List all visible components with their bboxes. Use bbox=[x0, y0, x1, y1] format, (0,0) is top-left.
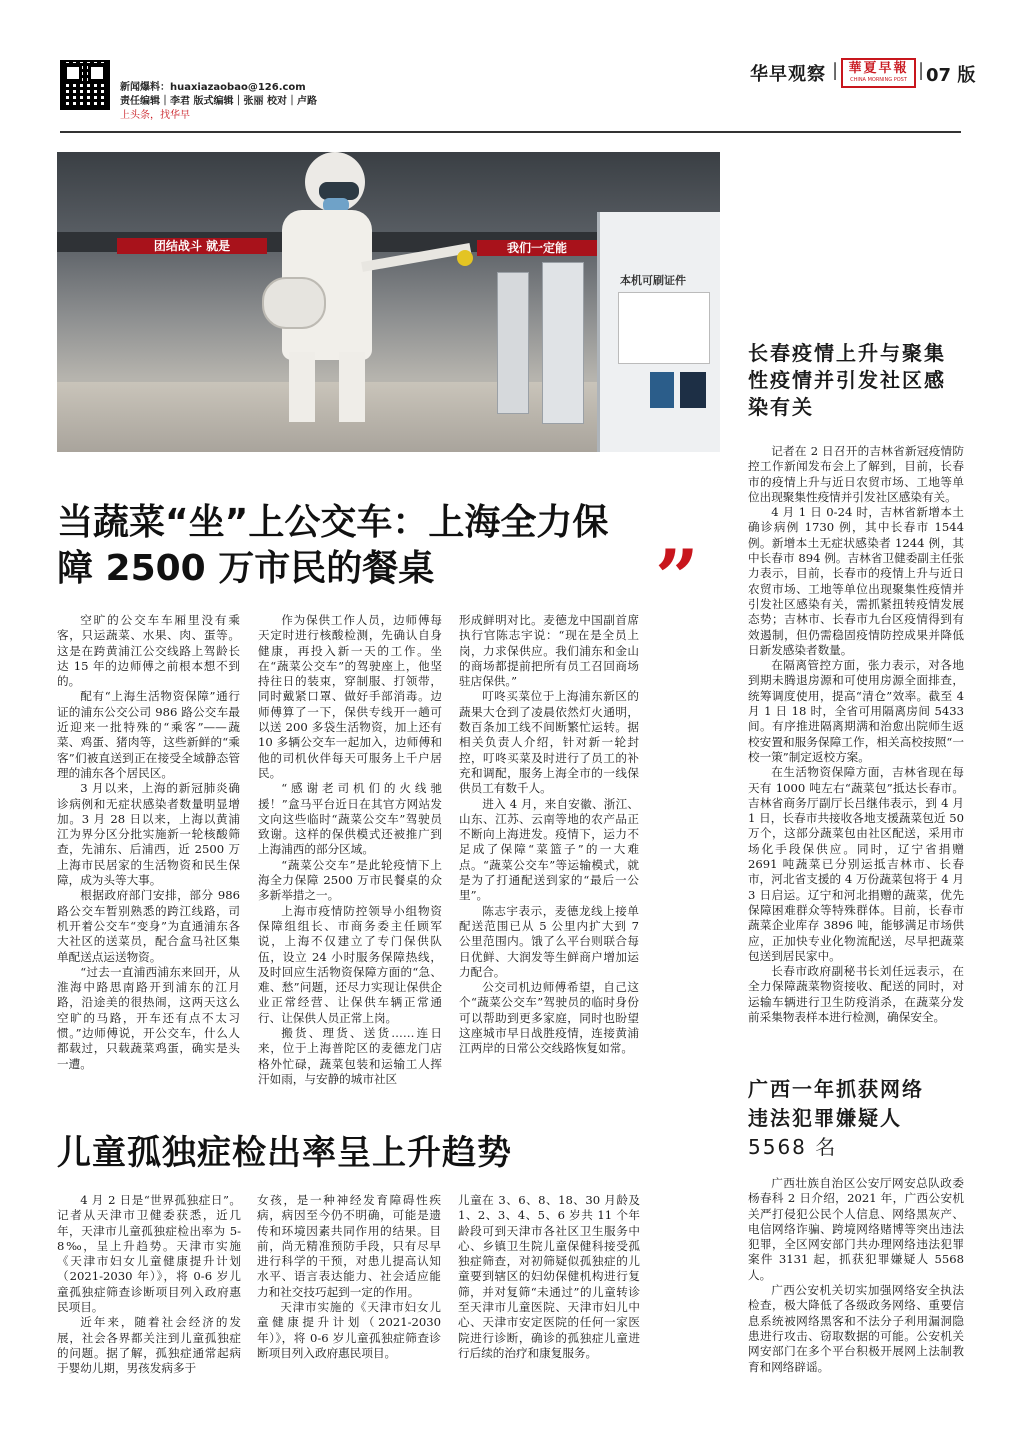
header-divider-2: | bbox=[918, 60, 925, 81]
quote-mark: ” bbox=[655, 533, 699, 622]
sprayer-tank bbox=[262, 277, 326, 329]
article2-col2-p: 天津市实施的《天津市妇女儿童健康提升计划（2021-2030 年）》，将 0-6 岁儿童孤独症筛查诊断项目列入政府惠民项目。 bbox=[257, 1300, 441, 1360]
gate-scanner bbox=[650, 372, 674, 408]
article4-p: 广西壮族自治区公安厅网安总队政委杨春科 2 日介绍，2021 年，广西公安机关严打侵犯公民个人信息、网络黑灰产、电信网络诈骗、跨境网络赌博等突出违法犯罪，全区网安部门共办理网络违法犯罪案件 3131 起，抓获犯罪嫌疑人 5568 人。 bbox=[748, 1176, 964, 1282]
qr-code bbox=[60, 60, 110, 110]
article3-body bbox=[748, 444, 964, 1025]
article4-p: 广西公安机关切实加强网络安全执法检查，极大降低了各级政务网络、重要信息系统被网络黑客和不法分子利用漏洞隐患进行攻击、窃取数据的可能。公安机关网安部门在多个平台积极开展网上法制教育和网络辟谣。 bbox=[748, 1283, 964, 1374]
article4-title-line1: 广西一年抓获网络 bbox=[748, 1077, 924, 1101]
contact-line: 新闻爆料：huaxiazaobao@126.com bbox=[120, 82, 306, 93]
gate-scanner-2 bbox=[680, 372, 706, 408]
paper-logo-en: CHINA MORNING POST bbox=[850, 77, 907, 83]
worker-leg-left bbox=[289, 352, 315, 422]
header-divider: | bbox=[832, 60, 839, 81]
article1-col2 bbox=[258, 613, 442, 1087]
worker-leg-right bbox=[339, 352, 365, 422]
article1-col1 bbox=[57, 613, 240, 1072]
article1-title-line1: 当蔬菜“坐”上公交车：上海全力保 bbox=[57, 502, 609, 543]
editors-line: 责任编辑｜李君 版式编辑｜张丽 校对｜卢路 bbox=[120, 96, 317, 107]
article2-col3 bbox=[458, 1193, 640, 1361]
paper-logo-text: 華夏早報 bbox=[848, 61, 909, 76]
article1-col2-p: “感谢老司机们的火线驰援！”盒马平台近日在其官方网站发文向这些临时“蔬菜公交车”驾驶员致谢。这样的保供模式还被推广到上海浦西的部分区域。 bbox=[258, 781, 442, 857]
slogan: 上头条，找华早 bbox=[120, 110, 190, 121]
article3-p: 在生活物资保障方面，吉林省现在每天有 1000 吨左右“蔬菜包”抵达长春市。吉林省商务厅副厅长吕继伟表示，到 4 月 1 日，长春市共接收各地支援蔬菜包近 50 万个，这部分蔬菜包由社区配送，采用市场化手段保供应。同时，辽宁省捐赠 2691 吨蔬菜已分别运抵吉林市、长春市，河北省支援的 4 万份蔬菜包将于 4 月 3 日启运。辽宁和河北捐赠的蔬菜，优先保障困难群众等特殊群体。目前，长春市蔬菜企业库存 3896 吨，能够满足市场供应，正加快专业化物流配送，尽早把蔬菜包送到居民家中。 bbox=[748, 765, 964, 963]
article3-p: 在隔离管控方面，张力表示，对各地到期未腾退房源和可使用房源全面排查，统筹调度使用，提高“清仓”效率。截至 4 月 1 日 18 时，全省可用隔离房间 5433 间。有序推进隔离期满和治愈出院师生返校安置和服务保障工作，相关高校按照“一校一策”制定返校方案。 bbox=[748, 658, 964, 764]
article1-col2-p: “蔬菜公交车”是此轮疫情下上海全力保障 2500 万市民餐桌的众多新举措之一。 bbox=[258, 857, 442, 903]
gate-notice bbox=[618, 292, 710, 364]
article3-title: 长春疫情上升与聚集性疫情并引发社区感染有关 bbox=[748, 341, 946, 419]
article1-col1-p: “过去一直浦西浦东来回开，从淮海中路思南路开到浦东的江月路，沿途美的很热闹，这两天这么空旷的马路，开车还有点不太习惯。”边师傅说，开公交车，什么人都载过，只载蔬菜鸡蛋，确实是头一遭。 bbox=[57, 964, 240, 1071]
article1-col3-p: 形成鲜明对比。麦德龙中国副首席执行官陈志宇说：“现在是全员上岗，力求保供应。我们浦东和金山的商场都提前把所有员工召回商场驻店保供。” bbox=[459, 613, 639, 689]
article2-col1-p: 4 月 2 日是“世界孤独症日”。记者从天津市卫健委获悉，近几年，天津市儿童孤独症检出率为 5-8‰，呈上升趋势。天津市实施《天津市妇女儿童健康提升计划（2021-2030 年）》，将 0-6 岁儿童孤独症筛查诊断项目列入政府惠民项目。 bbox=[57, 1193, 241, 1315]
article2-title: 儿童孤独症检出率呈上升趋势 bbox=[57, 1133, 512, 1173]
paper-logo bbox=[841, 58, 916, 88]
banner-right: 我们一定能 bbox=[477, 240, 597, 256]
article4-body bbox=[748, 1176, 964, 1375]
article1-col3-p: 叮咚买菜位于上海浦东新区的蔬果大仓到了凌晨依然灯火通明，数百条加工线不间断繁忙运转。据相关负责人介绍，针对新一轮封控，叮咚买菜及时进行了员工的补充和调配，服务上海全市的一线保供员工有数千人。 bbox=[459, 689, 639, 796]
page-number: 07 版 bbox=[926, 65, 976, 86]
gate-panel bbox=[597, 212, 720, 452]
banner-left: 团结战斗 就是 bbox=[117, 238, 267, 254]
article1-col2-p: 上海市疫情防控领导小组物资保障组组长、市商务委主任顾军说，上海不仅建立了专门保供队伍，设立 24 小时服务保障热线，及时回应生活物资保障方面的“急、难、愁”问题，还尽力实现让保供企业正常经营、让保供车辆正常通行、让保供人员正常上岗。 bbox=[258, 903, 442, 1025]
article1-col2-p: 搬货、理货、送货……连日来，位于上海普陀区的麦德龙门店格外忙碌，蔬菜包装和运输工人挥汗如雨，与安静的城市社区 bbox=[258, 1026, 442, 1086]
article1-col3-p: 进入 4 月，来自安徽、浙江、山东、江苏、云南等地的农产品正不断向上海进发。疫情下，运力不足成了保障“菜篮子”的一大难点。“蔬菜公交车”等运输模式，就是为了打通配送到家的“最后一公里”。 bbox=[459, 796, 639, 903]
article3-p: 4 月 1 日 0-24 时，吉林省新增本土确诊病例 1730 例，其中长春市 1544 例。新增本土无症状感染者 1244 例，其中长春市 894 例。吉林省卫健委副主任张力表示，目前，长春市的疫情上升与近日农贸市场、工地等单位出现聚集性疫情并引发社区感染有关，需抓紧扭转疫情发展态势；吉林市、长春市九台区疫情得到有效遏制，但仍需稳固疫情防控成果并降低日新发感染者数量。 bbox=[748, 505, 964, 657]
article1-col2-p: 作为保供工作人员，边师傅每天定时进行核酸检测，先确认自身健康，再投入新一天的工作。坐在“蔬菜公交车”的驾驶座上，他坚持往日的装束，穿制服、打领带，同时戴紧口罩、做好手部消毒。边师傅算了一下，保供专线开一趟可以送 200 多袋生活物资，加上还有 10 多辆公交车一起加入，边师傅和他的司机伙伴每天可服务上千户居民。 bbox=[258, 613, 442, 780]
header-rule bbox=[60, 131, 961, 133]
article1-title-line2: 障 2500 万市民的餐桌 bbox=[57, 548, 435, 589]
article1-col3-p: 陈志宇表示，麦德龙线上接单配送范围已从 5 公里内扩大到 7 公里范围内。饿了么平台则联合每日优鲜、大润发等生鲜商户增加运力配合。 bbox=[459, 903, 639, 979]
lead-photo bbox=[57, 152, 720, 452]
gate-1 bbox=[497, 272, 529, 414]
article1-col1-p: 3 月以来，上海的新冠肺炎确诊病例和无症状感染者数量明显增加。3 月 28 日以来，上海以黄浦江为界分区分批实施新一轮核酸筛查，先浦东、后浦西，近 2500 万上海市民居家的生活物资和民生保障，成为头等大事。 bbox=[57, 781, 240, 888]
article2-col1 bbox=[57, 1193, 241, 1377]
article2-col2 bbox=[257, 1193, 441, 1361]
article2-col2-p: 女孩，是一种神经发育障碍性疾病，病因至今仍不明确，可能是遗传和环境因素共同作用的结果。目前，尚无精准预防手段，只有尽早进行科学的干预，对患儿提高认知水平、语言表达能力、社会适应能力和社交技巧起到一定的作用。 bbox=[257, 1193, 441, 1299]
section-name: 华早观察 bbox=[750, 64, 826, 85]
article2-col1-p: 近年来，随着社会经济的发展，社会各界都关注到儿童孤独症的问题。据了解，孤独症通常起病于婴幼儿期，男孩发病多于 bbox=[57, 1315, 241, 1376]
article4-title bbox=[748, 1075, 964, 1162]
gate-sign: 本机可刷证件 bbox=[620, 274, 686, 287]
article1-col1-p: 空旷的公交车车厢里没有乘客，只运蔬菜、水果、肉、蛋等。这是在跨黄浦江公交线路上驾龄长达 15 年的边师傅之前根本想不到的。 bbox=[57, 613, 240, 689]
article1-col1-p: 根据政府部门安排，部分 986 路公交车暂别熟悉的跨江线路，司机开着公交车“变身”为直通浦东各大社区的送菜员，配合盒马社区集单配送点运送物资。 bbox=[57, 888, 240, 964]
article3-p: 记者在 2 日召开的吉林省新冠疫情防控工作新闻发布会上了解到，目前，长春市的疫情上升与近日农贸市场、工地等单位出现聚集性疫情并引发社区感染有关。 bbox=[748, 444, 964, 504]
article3-p: 长春市政府副秘书长刘任远表示，在全力保障蔬菜物资接收、配送的同时，对运输车辆进行卫生防疫消杀，在蔬菜分发前采集物表样本进行检测，确保安全。 bbox=[748, 964, 964, 1024]
article1-col3-p: 公交司机边师傅希望，自己这个“蔬菜公交车”驾驶员的临时身份可以帮助到更多家庭，同时也盼望这座城市早日战胜疫情，连接黄浦江两岸的日常公交线路恢复如常。 bbox=[459, 980, 639, 1056]
article1-col1-p: 配有“上海生活物资保障”通行证的浦东公交公司 986 路公交车最近迎来一批特殊的“乘客”——蔬菜、鸡蛋、猪肉等，这些新鲜的“乘客”们被直送到正在接受全域静态管理的浦东各个居民区。 bbox=[57, 689, 240, 780]
article2-col3-p: 儿童在 3、6、8、18、30 月龄及 1、2、3、4、5、6 岁共 11 个年龄段可到天津市各社区卫生服务中心、乡镇卫生院儿童保健科接受孤独症筛查，对初筛疑似孤独症的儿童要到辖区的妇幼保健机构进行复筛，并对复筛“未通过”的儿童转诊至天津市儿童医院、天津市妇儿中心、天津市安定医院的任何一家医院进行诊断，确诊的孤独症儿童进行后续的治疗和康复服务。 bbox=[458, 1193, 640, 1360]
article1-col3 bbox=[459, 613, 639, 1057]
gate-2 bbox=[542, 262, 584, 424]
article4-title-line2: 违法犯罪嫌疑人 bbox=[748, 1106, 902, 1130]
worker-glove bbox=[457, 250, 473, 266]
article4-title-line3: 5568 名 bbox=[748, 1135, 838, 1159]
